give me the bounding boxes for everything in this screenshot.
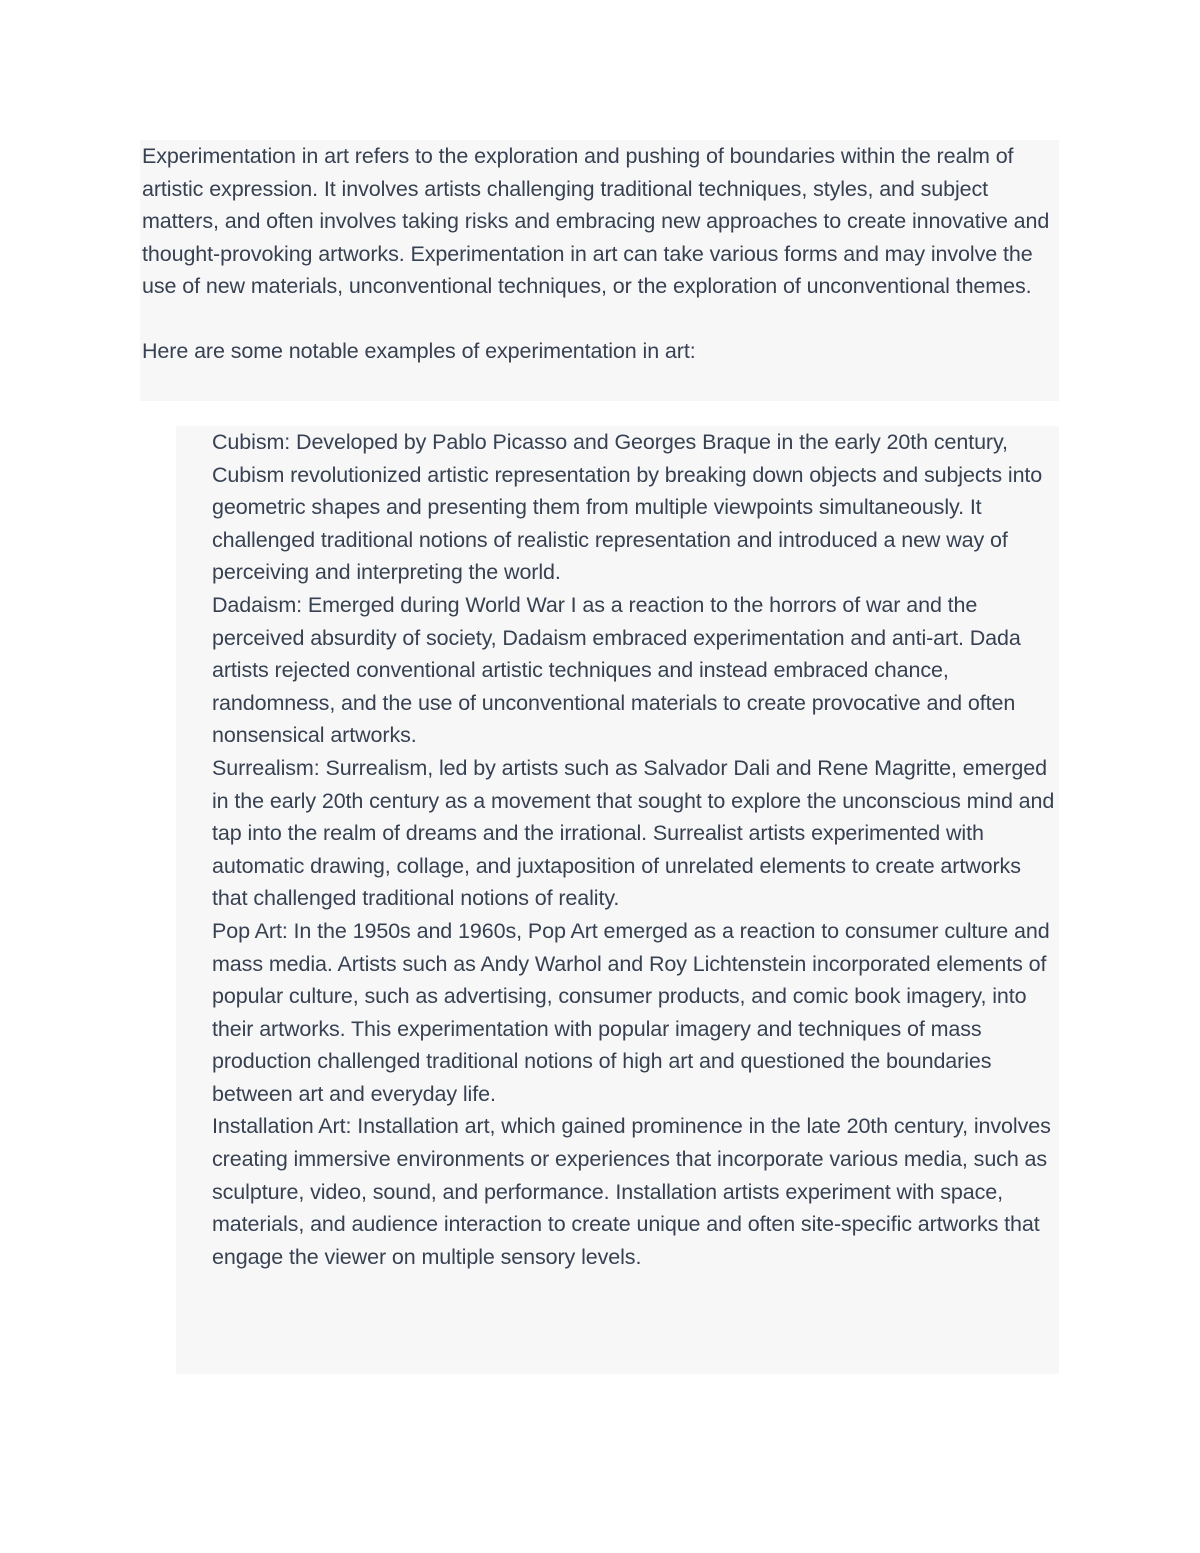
example-dadaism: Dadaism: Emerged during World War I as a reaction to the horrors of war and the perceived absurdity of society, Dadaism embraced experimentation and anti-art. Dada artists rejected conventional artistic techniques and instead embraced chance, randomness, and the use of unconventional materials to create provocative and often nonsensical artworks. (212, 592, 1021, 748)
example-cubism: Cubism: Developed by Pablo Picasso and Georges Braque in the early 20th century, Cubism revolutionized artistic representation by breaking down objects and subjects into geometric shapes and presenting them from multiple viewpoints simultaneously. It challenged traditional notions of realistic representation and introduced a new way of perceiving and interpreting the world. (212, 430, 1043, 585)
examples-lead: Here are some notable examples of experimentation in art: (142, 338, 696, 363)
intro-section (140, 140, 1059, 401)
examples-list (176, 426, 1059, 1374)
example-surrealism: Surrealism: Surrealism, led by artists such as Salvador Dali and Rene Magritte, emerged in the early 20th century as a movement that sought to explore the unconscious mind and tap into the realm of dreams and the irrational. Surrealist artists experimented with automatic drawing, collage, and juxtaposition of unrelated elements to create artworks that challenged traditional notions of reality. (212, 755, 1055, 911)
example-installation-art: Installation Art: Installation art, which gained prominence in the late 20th century, involves creating immersive environments or experiences that incorporate various media, such as sculpture, video, sound, and performance. Installation artists experiment with space, materials, and audience interaction to create unique and often site-specific artworks that engage the viewer on multiple sensory levels. (212, 1114, 1051, 1269)
example-pop-art: Pop Art: In the 1950s and 1960s, Pop Art emerged as a reaction to consumer culture and mass media. Artists such as Andy Warhol and Roy Lichtenstein incorporated elements of popular culture, such as advertising, consumer products, and comic book imagery, into their artworks. This experimentation with popular imagery and techniques of mass production challenged traditional notions of high art and questioned the boundaries between art and everyday life. (212, 918, 1050, 1106)
intro-paragraph: Experimentation in art refers to the exploration and pushing of boundaries within the realm of artistic expression. It involves artists challenging traditional techniques, styles, and subject matters, and often involves taking risks and embracing new approaches to create innovative and thought-provoking artworks. Experimentation in art can take various forms and may involve the use of new materials, unconventional techniques, or the exploration of unconventional themes. (142, 144, 1050, 299)
